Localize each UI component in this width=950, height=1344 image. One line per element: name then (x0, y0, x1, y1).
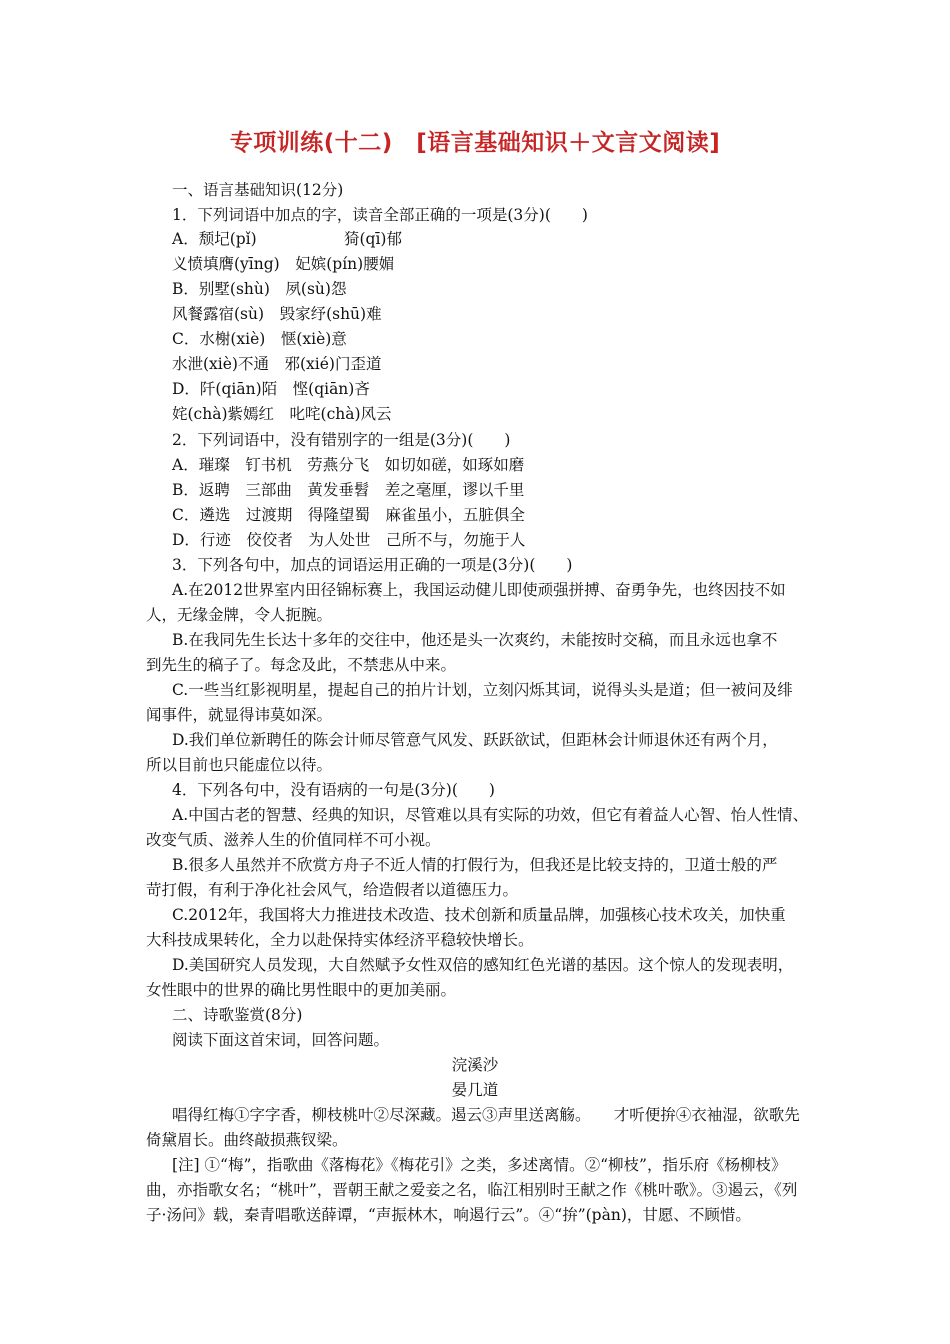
q1-d1-text-2: 悭(qiān)吝 (292, 380, 370, 398)
q1-d2-text: 姹(chà)紫嫣红 (172, 405, 274, 423)
q1-option-a-line1 (172, 229, 402, 249)
q1-option-d-line1 (172, 379, 370, 399)
q4-option-c-line2: 大科技成果转化，全力以赴保持实体经济平稳较快增长。 (146, 931, 534, 949)
page-title: 专项训练(十二) [语言基础知识＋文言文阅读] (229, 130, 721, 156)
q1-c2-text-2: 邪(xié)门歪道 (284, 355, 382, 373)
q1-b2-text-2: 毁家纾(shū)难 (279, 305, 382, 323)
q1-a1-text-2: 猗(qī)郁 (344, 230, 402, 248)
q1-option-a-line2 (172, 254, 394, 274)
section1-heading: 一、语言基础知识(12分) (172, 181, 344, 199)
q2-option-c: C．遴选 过渡期 得隆望蜀 麻雀虽小，五脏俱全 (172, 506, 525, 524)
poem-body-line2: 倚黛眉长。曲终敲损燕钗梁。 (146, 1131, 348, 1149)
q1-option-c-line2 (172, 354, 381, 374)
q3-stem: 3．下列各句中，加点的词语运用正确的一项是(3分)( ) (172, 556, 573, 574)
poem-note-line2: 曲，亦指歌女名；“桃叶”，晋朝王献之爱妾之名，临江相别时王献之作《桃叶歌》。③遏云，《列 (146, 1181, 798, 1199)
q4-option-b-line1: B.很多人虽然并不欣赏方舟子不近人情的打假行为，但我还是比较支持的，卫道士般的严 (172, 856, 778, 874)
q2-option-a: A．璀璨 钉书机 劳燕分飞 如切如磋，如琢如磨 (172, 456, 525, 474)
q4-option-d-line1: D.美国研究人员发现，大自然赋予女性双倍的感知红色光谱的基因。这个惊人的发现表明， (172, 956, 794, 974)
q4-option-d-line2: 女性眼中的世界的确比男性眼中的更加美丽。 (146, 981, 457, 999)
q3-option-b-line2: 到先生的稿子了。每念及此，不禁悲从中来。 (146, 656, 457, 674)
q1-c1-text: C．水榭(xiè) (172, 330, 266, 348)
q1-a2-text: 义愤填膺(yīng) (172, 255, 280, 273)
q1-option-c-line1 (172, 329, 347, 349)
q1-b1-text-2: 夙(sù)怨 (285, 280, 347, 298)
q1-a1-text: A．颓圮(pǐ) (172, 230, 257, 248)
q3-option-c-line2: 闻事件，就显得讳莫如深。 (146, 706, 333, 724)
q1-option-d-line2 (172, 404, 392, 424)
q1-b1-text: B．别墅(shù) (172, 280, 270, 298)
q1-option-b-line2 (172, 304, 382, 324)
q1-c1-text-2: 惬(xiè)意 (280, 330, 347, 348)
q4-option-a-line1: A.中国古老的智慧、经典的知识，尽管难以具有实际的功效，但它有着益人心智、怡人性情、 (172, 806, 809, 824)
poem-title: 浣溪沙 (451, 1056, 499, 1074)
q1-c2-text: 水泄(xiè)不通 (172, 355, 269, 373)
q4-option-a-line2: 改变气质、滋养人生的价值同样不可小视。 (146, 831, 441, 849)
q2-stem: 2．下列词语中，没有错别字的一组是(3分)( ) (172, 431, 511, 449)
poem-author: 晏几道 (451, 1081, 499, 1099)
q2-option-d: D．行迹 佼佼者 为人处世 己所不与，勿施于人 (172, 531, 526, 549)
q1-option-b-line1 (172, 279, 346, 299)
poem-body-line1: 唱得红梅①字字香，柳枝桃叶②尽深藏。遏云③声里送离觞。 才听便拚④衣袖湿，欲歌先 (172, 1106, 800, 1124)
q3-option-d-line2: 所以目前也只能虚位以待。 (146, 756, 333, 774)
q1-a2-text-2: 妃嫔(pín)腰媚 (295, 255, 395, 273)
q1-stem: 1．下列词语中加点的字，读音全部正确的一项是(3分)( ) (172, 206, 588, 224)
section2-intro: 阅读下面这首宋词，回答问题。 (172, 1031, 390, 1049)
q1-d2-text-2: 叱咤(chà)风云 (289, 405, 392, 423)
q3-option-a-line1: A.在2012世界室内田径锦标赛上，我国运动健儿即使顽强拼搏、奋勇争先，也终因技不如 (172, 581, 786, 599)
q3-option-a-line2: 人，无缘金牌，令人扼腕。 (146, 606, 333, 624)
poem-note-line3: 子·汤问》载，秦青唱歌送薛谭，“声振林木，响遏行云”。④“拚”(pàn)，甘愿、不顾惜。 (146, 1206, 751, 1224)
q4-option-c-line1: C.2012年，我国将大力推进技术改造、技术创新和质量品牌，加强核心技术攻关，加快重 (172, 906, 786, 924)
q1-b2-text: 风餐露宿(sù) (172, 305, 265, 323)
q2-option-b: B．返聘 三部曲 黄发垂髫 差之毫厘，谬以千里 (172, 481, 525, 499)
section2-heading: 二、诗歌鉴赏(8分) (172, 1006, 303, 1024)
q3-option-c-line1: C.一些当红影视明星，提起自己的拍片计划，立刻闪烁其词，说得头头是道；但一被问及绯 (172, 681, 793, 699)
poem-note-line1: [注] ①“梅”，指歌曲《落梅花》《梅花引》之类，多述离情。②“柳枝”，指乐府《杨柳枝》 (172, 1156, 787, 1174)
q4-option-b-line2: 苛打假，有利于净化社会风气，给造假者以道德压力。 (146, 881, 519, 899)
q4-stem: 4．下列各句中，没有语病的一句是(3分)( ) (172, 781, 495, 799)
q3-option-d-line1: D.我们单位新聘任的陈会计师尽管意气风发、跃跃欲试，但距林会计师退休还有两个月， (172, 731, 778, 749)
q3-option-b-line1: B.在我同先生长达十多年的交往中，他还是头一次爽约，未能按时交稿，而且永远也拿不 (172, 631, 778, 649)
q1-d1-text: D．阡(qiān)陌 (172, 380, 278, 398)
